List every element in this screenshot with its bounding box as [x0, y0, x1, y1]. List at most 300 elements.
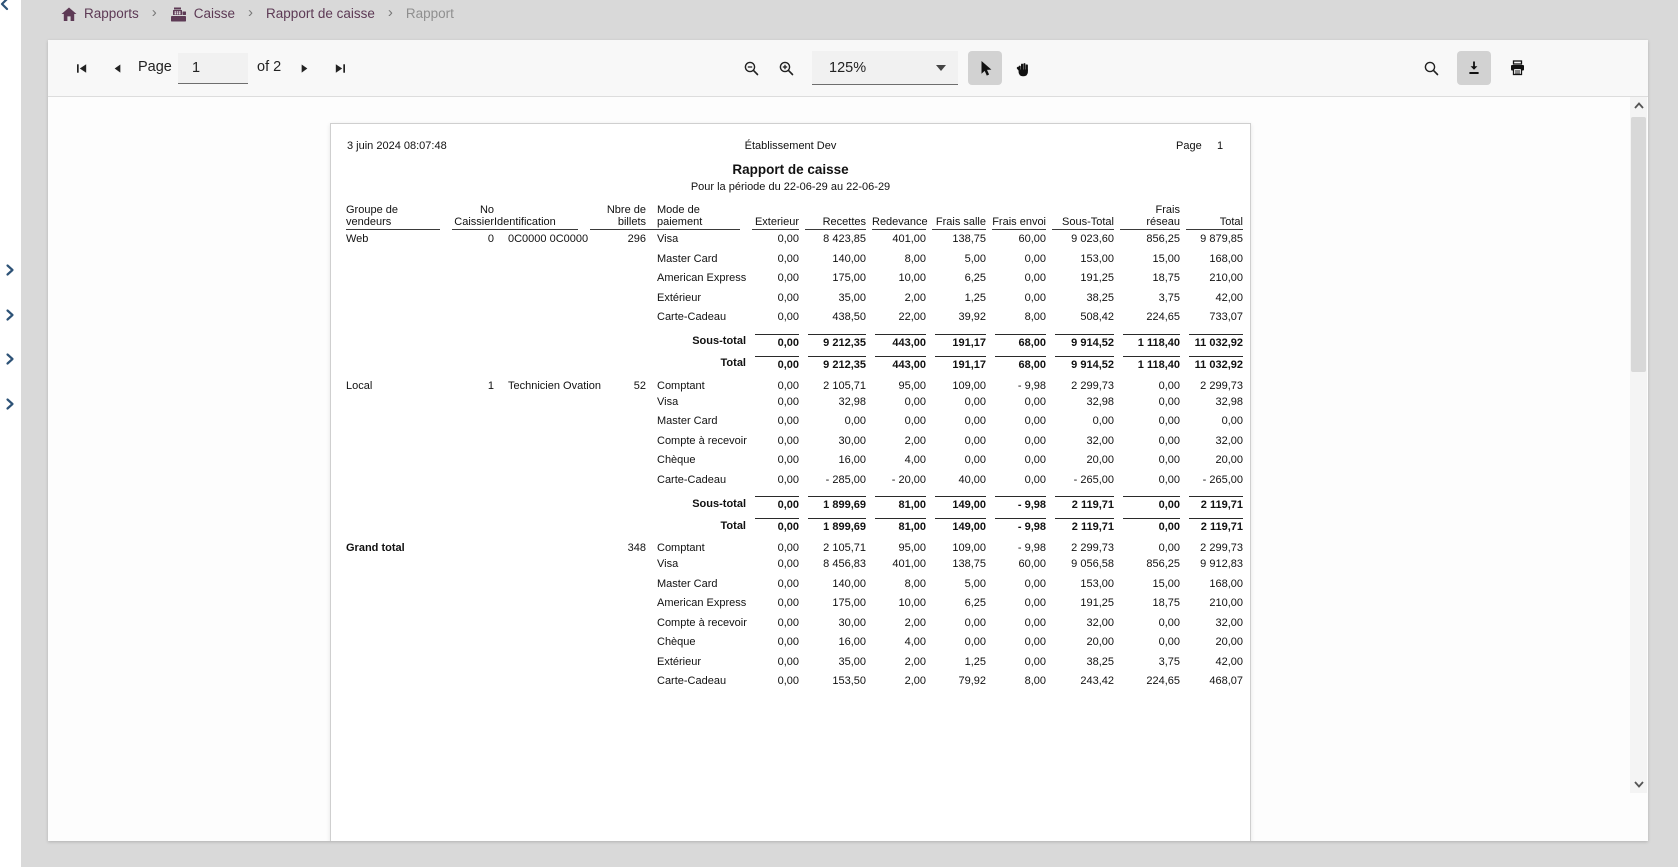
table-cell: 32,00 [1215, 434, 1243, 447]
table-cell [584, 555, 646, 575]
table-cell: 16,00 [838, 636, 866, 649]
table-cell: 0,00 [777, 252, 799, 265]
scroll-up-icon[interactable] [1630, 97, 1647, 114]
table-cell: 0,00 [777, 291, 799, 304]
report-table-row [346, 372, 1243, 393]
table-cell: 0,00 [1158, 415, 1180, 428]
column-header: Frais salle [926, 198, 986, 230]
table-cell: 68,00 [986, 350, 1046, 372]
table-cell [346, 490, 446, 512]
table-cell: 9 212,35 [799, 328, 866, 350]
zoom-out-icon [743, 60, 760, 77]
table-cell: 0,00 [777, 233, 799, 246]
table-cell: 0,00 [746, 350, 799, 372]
report-page [330, 123, 1251, 841]
sidebar-expand-toggle[interactable] [2, 262, 18, 278]
table-cell [446, 672, 494, 692]
table-cell: 0,00 [1158, 434, 1180, 447]
table-cell: 0,00 [1024, 577, 1046, 590]
report-table-row [346, 412, 1243, 432]
report-table-row [346, 230, 1243, 250]
chevron-separator-icon: › [248, 3, 254, 21]
table-cell: 0,00 [777, 597, 799, 610]
table-cell: Total [720, 519, 746, 532]
table-cell: 138,75 [952, 233, 986, 246]
table-cell [346, 451, 446, 471]
table-cell: 0,00 [1024, 655, 1046, 668]
table-cell [494, 633, 584, 653]
table-cell: 32,98 [1086, 395, 1114, 408]
table-cell: 32,00 [1086, 434, 1114, 447]
report-page-label: Page [1176, 140, 1202, 152]
table-cell: 42,00 [1215, 291, 1243, 304]
sidebar-expand-toggle[interactable] [2, 351, 18, 367]
table-cell: 0,00 [777, 558, 799, 571]
table-cell [584, 432, 646, 452]
print-button[interactable] [1500, 51, 1534, 85]
table-cell: 0,00 [777, 473, 799, 486]
next-page-button[interactable] [287, 51, 321, 85]
table-cell: 20,00 [1215, 454, 1243, 467]
table-cell: 0C0000 0C0000 [508, 233, 589, 246]
table-cell: Technicien Ovation [508, 379, 601, 392]
report-table-row [346, 594, 1243, 614]
table-cell: 438,50 [832, 311, 866, 324]
table-cell: 1 [487, 379, 494, 392]
hand-tool-button[interactable] [1006, 51, 1040, 85]
table-cell: 0,00 [1158, 636, 1180, 649]
table-cell: 2 119,71 [1180, 490, 1243, 512]
table-cell: 9 914,52 [1046, 328, 1114, 350]
table-cell: 30,00 [838, 616, 866, 629]
table-cell: 168,00 [1209, 252, 1243, 265]
table-cell: 0,00 [777, 454, 799, 467]
table-cell: 4,00 [904, 636, 926, 649]
table-cell: 0,00 [844, 415, 866, 428]
table-cell: 52 [633, 379, 646, 392]
table-cell [494, 451, 584, 471]
table-cell: 0,00 [777, 655, 799, 668]
table-cell: Compte à recevoir [657, 616, 747, 629]
table-cell: Sous-total [692, 497, 746, 510]
table-cell: 6,25 [964, 597, 986, 610]
column-header: Exterieur [746, 198, 799, 230]
table-cell [494, 308, 584, 328]
table-cell: 5,00 [964, 577, 986, 590]
table-cell [346, 328, 446, 350]
table-cell: 1 899,69 [799, 490, 866, 512]
table-cell [494, 269, 584, 289]
table-cell: 153,50 [832, 675, 866, 688]
table-cell: 15,00 [1152, 577, 1180, 590]
sidebar-expand-toggle[interactable] [2, 396, 18, 412]
table-cell: 79,92 [958, 675, 986, 688]
table-cell: 1 899,69 [799, 512, 866, 534]
table-cell: 443,00 [866, 328, 926, 350]
table-cell: 153,00 [1080, 252, 1114, 265]
table-cell: 0,00 [904, 395, 926, 408]
download-button[interactable] [1457, 51, 1491, 85]
table-cell: 9 023,60 [1071, 233, 1114, 246]
table-cell: Extérieur [657, 655, 702, 668]
table-cell: 0,00 [777, 675, 799, 688]
table-cell: 153,00 [1080, 577, 1114, 590]
table-cell [446, 633, 494, 653]
table-cell: 0,00 [1158, 395, 1180, 408]
table-cell [584, 471, 646, 491]
last-page-icon [333, 61, 348, 76]
table-cell: 40,00 [958, 473, 986, 486]
table-cell [446, 653, 494, 673]
table-cell: - 9,98 [986, 512, 1046, 534]
table-cell [584, 350, 646, 372]
table-cell: 2,00 [904, 616, 926, 629]
table-cell: 224,65 [1146, 311, 1180, 324]
table-cell: - 9,98 [1017, 542, 1046, 554]
table-cell [346, 289, 446, 309]
table-cell: 508,42 [1080, 311, 1114, 324]
table-cell [494, 289, 584, 309]
table-cell: 2 119,71 [1046, 490, 1114, 512]
chevron-separator-icon: › [151, 3, 157, 21]
report-table-row [346, 289, 1243, 309]
print-icon [1509, 60, 1526, 76]
table-cell: 0,00 [746, 490, 799, 512]
table-cell [584, 575, 646, 595]
table-cell [584, 250, 646, 270]
table-cell: 0,00 [777, 272, 799, 285]
table-cell [446, 412, 494, 432]
report-table-row [346, 575, 1243, 595]
table-cell [446, 512, 494, 534]
table-cell: 18,75 [1152, 272, 1180, 285]
home-icon[interactable] [61, 7, 77, 22]
column-header: Mode de paiement [646, 198, 746, 230]
table-cell: 9 212,35 [799, 350, 866, 372]
table-cell: 16,00 [838, 454, 866, 467]
table-cell: 1,25 [964, 655, 986, 668]
report-table-row [346, 451, 1243, 471]
table-cell: Carte-Cadeau [657, 675, 727, 688]
table-cell: 35,00 [838, 655, 866, 668]
report-table-row [346, 432, 1243, 452]
zoom-level-select[interactable] [812, 51, 958, 85]
table-cell [494, 534, 584, 555]
chevron-right-icon [2, 262, 18, 278]
table-cell: 2 299,73 [1071, 542, 1114, 554]
report-table-row [346, 308, 1243, 328]
table-cell: 32,98 [1215, 395, 1243, 408]
first-page-icon [74, 61, 89, 76]
table-cell: Carte-Cadeau [657, 311, 727, 324]
table-cell [494, 490, 584, 512]
table-cell [346, 432, 446, 452]
table-cell: 0,00 [777, 616, 799, 629]
table-cell: Master Card [657, 415, 718, 428]
table-cell: - 9,98 [986, 490, 1046, 512]
table-cell: American Express [657, 597, 747, 610]
table-cell: 20,00 [1086, 636, 1114, 649]
previous-page-button[interactable] [100, 51, 134, 85]
column-header: Nbre de billets [584, 198, 646, 230]
table-cell: 0,00 [746, 512, 799, 534]
table-cell [346, 512, 446, 534]
table-cell: 38,25 [1086, 655, 1114, 668]
table-cell [446, 432, 494, 452]
table-cell: 140,00 [832, 252, 866, 265]
table-cell: 296 [627, 233, 646, 246]
table-cell: Comptant [657, 542, 705, 554]
table-cell [494, 614, 584, 634]
table-cell: 42,00 [1215, 655, 1243, 668]
table-cell: 0,00 [1024, 291, 1046, 304]
table-cell: 191,25 [1080, 272, 1114, 285]
table-cell: 733,07 [1209, 311, 1243, 324]
table-cell: 443,00 [866, 350, 926, 372]
report-table-row [346, 393, 1243, 413]
table-cell: 191,17 [926, 328, 986, 350]
table-cell: 10,00 [898, 597, 926, 610]
report-subtitle: Pour la période du 22-06-29 au 22-06-29 [690, 181, 891, 193]
table-cell [446, 614, 494, 634]
zoom-in-icon [778, 60, 795, 77]
previous-page-icon [111, 62, 124, 75]
table-cell: 5,00 [964, 252, 986, 265]
table-cell [346, 653, 446, 673]
pointer-tool-icon [977, 60, 993, 77]
table-cell [346, 633, 446, 653]
table-cell: 18,75 [1152, 597, 1180, 610]
table-cell: 401,00 [892, 233, 926, 246]
sidebar-expand-toggle[interactable] [2, 307, 18, 323]
table-cell [446, 575, 494, 595]
chevron-left-icon[interactable] [0, 0, 13, 12]
report-table-row [346, 512, 1243, 534]
table-cell: Total [720, 357, 746, 369]
table-cell: 9 914,52 [1046, 350, 1114, 372]
table-cell [446, 471, 494, 491]
table-cell [494, 594, 584, 614]
search-button[interactable] [1414, 51, 1448, 85]
table-cell [494, 575, 584, 595]
table-cell [346, 269, 446, 289]
table-cell [346, 393, 446, 413]
table-cell: 191,25 [1080, 597, 1114, 610]
table-cell: - 265,00 [1073, 473, 1114, 486]
table-cell: 8,00 [904, 252, 926, 265]
table-cell [446, 308, 494, 328]
report-table-row [346, 614, 1243, 634]
table-cell: 175,00 [832, 272, 866, 285]
vertical-scrollbar[interactable] [1630, 97, 1647, 793]
column-header: Total [1180, 198, 1243, 230]
scrollbar-thumb[interactable] [1631, 117, 1646, 372]
table-cell [494, 653, 584, 673]
table-cell: - 20,00 [891, 473, 926, 486]
table-cell: 140,00 [832, 577, 866, 590]
table-cell: Comptant [657, 379, 705, 392]
zoom-in-button[interactable] [769, 51, 803, 85]
report-datetime: 3 juin 2024 08:07:48 [347, 140, 447, 152]
table-cell: 0,00 [964, 434, 986, 447]
table-cell: 856,25 [1146, 558, 1180, 571]
table-cell [346, 614, 446, 634]
table-cell: 0,00 [1024, 616, 1046, 629]
column-header: Sous-Total [1046, 198, 1114, 230]
table-cell: 0,00 [777, 434, 799, 447]
table-cell: 1 118,40 [1114, 350, 1180, 372]
table-cell: 39,92 [958, 311, 986, 324]
table-cell [584, 594, 646, 614]
breadcrumb-item-rapports[interactable]: Rapports [84, 5, 139, 21]
table-cell: 0,00 [964, 395, 986, 408]
table-cell [584, 672, 646, 692]
table-cell: 0,00 [1024, 473, 1046, 486]
collapsed-sidebar [0, 0, 21, 867]
table-cell: 0,00 [1024, 252, 1046, 265]
table-cell: 191,17 [926, 350, 986, 372]
table-cell: Master Card [657, 577, 718, 590]
table-cell: 20,00 [1086, 454, 1114, 467]
table-cell: 0,00 [777, 542, 799, 554]
table-cell: 15,00 [1152, 252, 1180, 265]
column-header: Frais envoi [992, 216, 1046, 228]
report-table-row [346, 350, 1243, 372]
breadcrumb [21, 0, 1678, 26]
table-cell: 32,98 [838, 395, 866, 408]
table-cell: Extérieur [657, 291, 702, 304]
table-cell [584, 328, 646, 350]
table-cell: 2,00 [904, 434, 926, 447]
table-cell: Web [346, 233, 369, 246]
report-establishment: Établissement Dev [744, 140, 837, 152]
report-viewer-panel [48, 40, 1648, 841]
table-cell: 95,00 [898, 379, 926, 392]
table-cell: Chèque [657, 636, 696, 649]
table-cell: 0,00 [1024, 597, 1046, 610]
scroll-down-icon[interactable] [1630, 776, 1647, 793]
table-cell: 4,00 [904, 454, 926, 467]
table-cell: 60,00 [1018, 558, 1046, 571]
table-cell: 0,00 [1158, 454, 1180, 467]
table-cell: 81,00 [866, 490, 926, 512]
chevron-right-icon [2, 351, 18, 367]
table-cell: 0,00 [777, 577, 799, 590]
table-cell: 149,00 [926, 512, 986, 534]
table-cell: - 265,00 [1202, 473, 1243, 486]
report-title: Rapport de caisse [732, 162, 849, 177]
table-cell: 168,00 [1209, 577, 1243, 590]
table-cell [346, 350, 446, 372]
viewer-content [48, 97, 1648, 841]
table-cell: 0,00 [777, 311, 799, 324]
table-cell [584, 490, 646, 512]
table-cell [346, 250, 446, 270]
table-cell: Local [346, 379, 373, 392]
table-cell [584, 451, 646, 471]
zoom-out-button[interactable] [734, 51, 768, 85]
table-cell: 6,25 [964, 272, 986, 285]
report-table [346, 198, 1243, 692]
table-cell: Carte-Cadeau [657, 473, 727, 486]
table-cell [346, 594, 446, 614]
table-cell: 22,00 [898, 311, 926, 324]
table-cell: 0,00 [1024, 434, 1046, 447]
pointer-tool-button[interactable] [968, 51, 1002, 85]
table-cell [446, 594, 494, 614]
table-cell: 8,00 [904, 577, 926, 590]
table-cell: 149,00 [926, 490, 986, 512]
table-cell: 0,00 [777, 379, 799, 392]
table-cell: 0,00 [1024, 454, 1046, 467]
table-cell: 0,00 [746, 328, 799, 350]
table-cell: Visa [657, 233, 679, 246]
breadcrumb-item-caisse[interactable]: Caisse [193, 5, 236, 21]
table-cell: 2,00 [904, 291, 926, 304]
table-cell: 0,00 [1114, 490, 1180, 512]
table-cell [446, 328, 494, 350]
table-cell: 348 [627, 542, 646, 554]
table-cell [446, 490, 494, 512]
table-cell: American Express [657, 272, 747, 285]
table-cell: 2 105,71 [823, 542, 866, 554]
table-cell: 68,00 [986, 328, 1046, 350]
first-page-button[interactable] [64, 51, 98, 85]
table-cell: 138,75 [952, 558, 986, 571]
report-table-header-row [346, 198, 1243, 230]
table-cell: 109,00 [952, 379, 986, 392]
table-cell [446, 350, 494, 372]
table-cell [494, 512, 584, 534]
table-cell: 0,00 [1092, 415, 1114, 428]
column-header: Recettes [799, 198, 866, 230]
report-table-row [346, 672, 1243, 692]
table-cell: 0,00 [1114, 512, 1180, 534]
report-table-row [346, 328, 1243, 350]
table-cell: 0,00 [964, 636, 986, 649]
table-cell: 32,00 [1215, 616, 1243, 629]
table-cell: 9 912,83 [1200, 558, 1243, 571]
table-cell: 35,00 [838, 291, 866, 304]
table-cell: 20,00 [1215, 636, 1243, 649]
report-table-row [346, 534, 1243, 555]
report-table-row [346, 269, 1243, 289]
table-cell [446, 269, 494, 289]
table-cell [584, 393, 646, 413]
search-icon [1423, 60, 1440, 77]
page-label: Page [138, 59, 172, 75]
table-cell: 0,00 [1024, 415, 1046, 428]
table-cell [584, 269, 646, 289]
table-cell [346, 412, 446, 432]
table-cell: 38,25 [1086, 291, 1114, 304]
table-cell: 0,00 [1024, 395, 1046, 408]
page-number-input[interactable] [178, 53, 248, 84]
table-cell: 0,00 [1024, 272, 1046, 285]
table-cell: 11 032,92 [1180, 350, 1243, 372]
table-cell: 2 299,73 [1200, 379, 1243, 392]
last-page-button[interactable] [323, 51, 357, 85]
report-table-row [346, 653, 1243, 673]
table-cell [494, 328, 584, 350]
table-cell: 2 119,71 [1046, 512, 1114, 534]
breadcrumb-item-rapport-de-caisse[interactable]: Rapport de caisse [266, 5, 375, 21]
table-cell [584, 614, 646, 634]
download-icon [1466, 60, 1482, 76]
table-cell: 11 032,92 [1180, 328, 1243, 350]
table-cell [494, 393, 584, 413]
table-cell: 0,00 [964, 415, 986, 428]
